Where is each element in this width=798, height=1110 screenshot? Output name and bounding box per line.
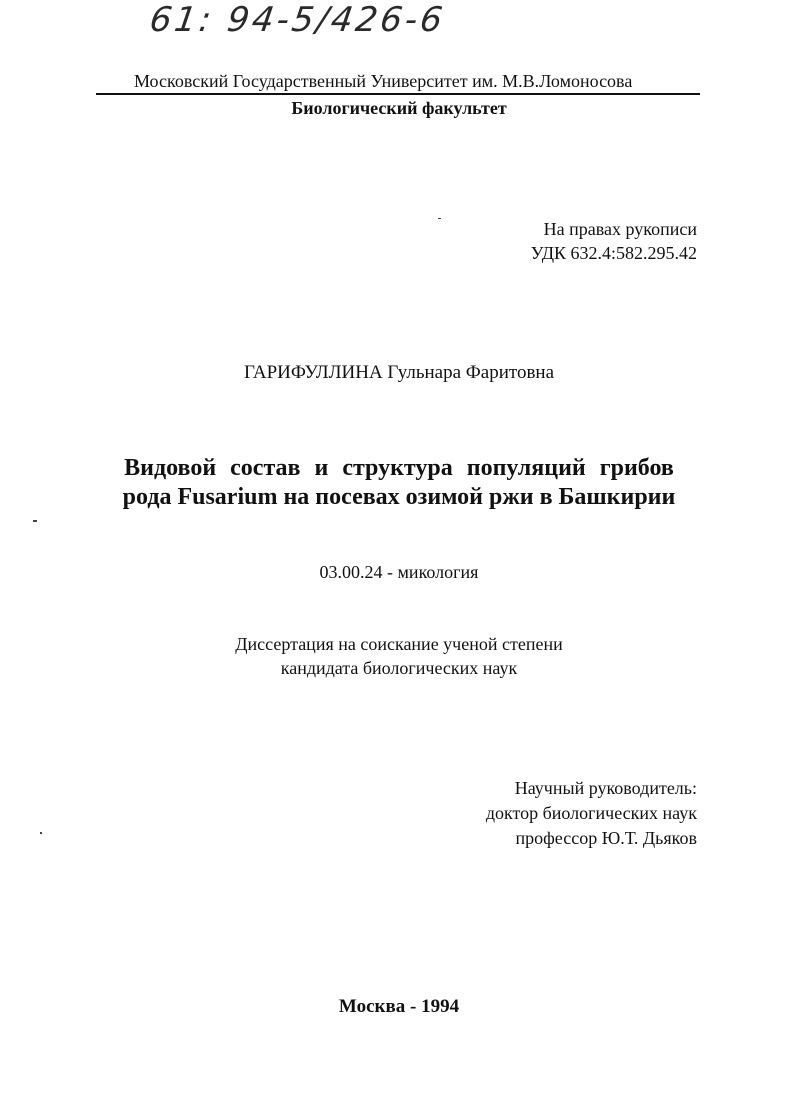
manuscript-rights: На правах рукописи	[543, 219, 697, 239]
header-divider	[96, 93, 700, 95]
handwritten-archive-number: 61: 94-5/426-6	[147, 0, 448, 40]
dissertation-line-2: кандидата биологических наук	[280, 658, 518, 678]
author-name: ГАРИФУЛЛИНА Гульнара Фаритовна	[243, 362, 555, 383]
faculty-name: Биологический факультет	[291, 98, 507, 118]
scan-speck	[438, 218, 441, 219]
thesis-title-line-1: Видовой состав и структура популяций грибов	[124, 455, 674, 481]
thesis-title-line-2: рода Fusarium на посевах озимой ржи в Башкирии	[122, 484, 676, 510]
supervisor-degree: доктор биологических наук	[485, 803, 697, 823]
supervisor-label: Научный руководитель:	[514, 778, 697, 798]
scan-speck	[33, 520, 37, 522]
city-year: Москва - 1994	[338, 996, 460, 1017]
supervisor-name: профессор Ю.Т. Дьяков	[515, 828, 697, 848]
udc-code: УДК 632.4:582.295.42	[530, 243, 697, 263]
university-name: Московский Государственный Университет им. М.В.Ломоносова	[134, 71, 633, 91]
specialty-code: 03.00.24 - микология	[319, 562, 479, 582]
dissertation-line-1: Диссертация на соискание ученой степени	[235, 634, 563, 654]
scan-speck	[40, 832, 42, 834]
